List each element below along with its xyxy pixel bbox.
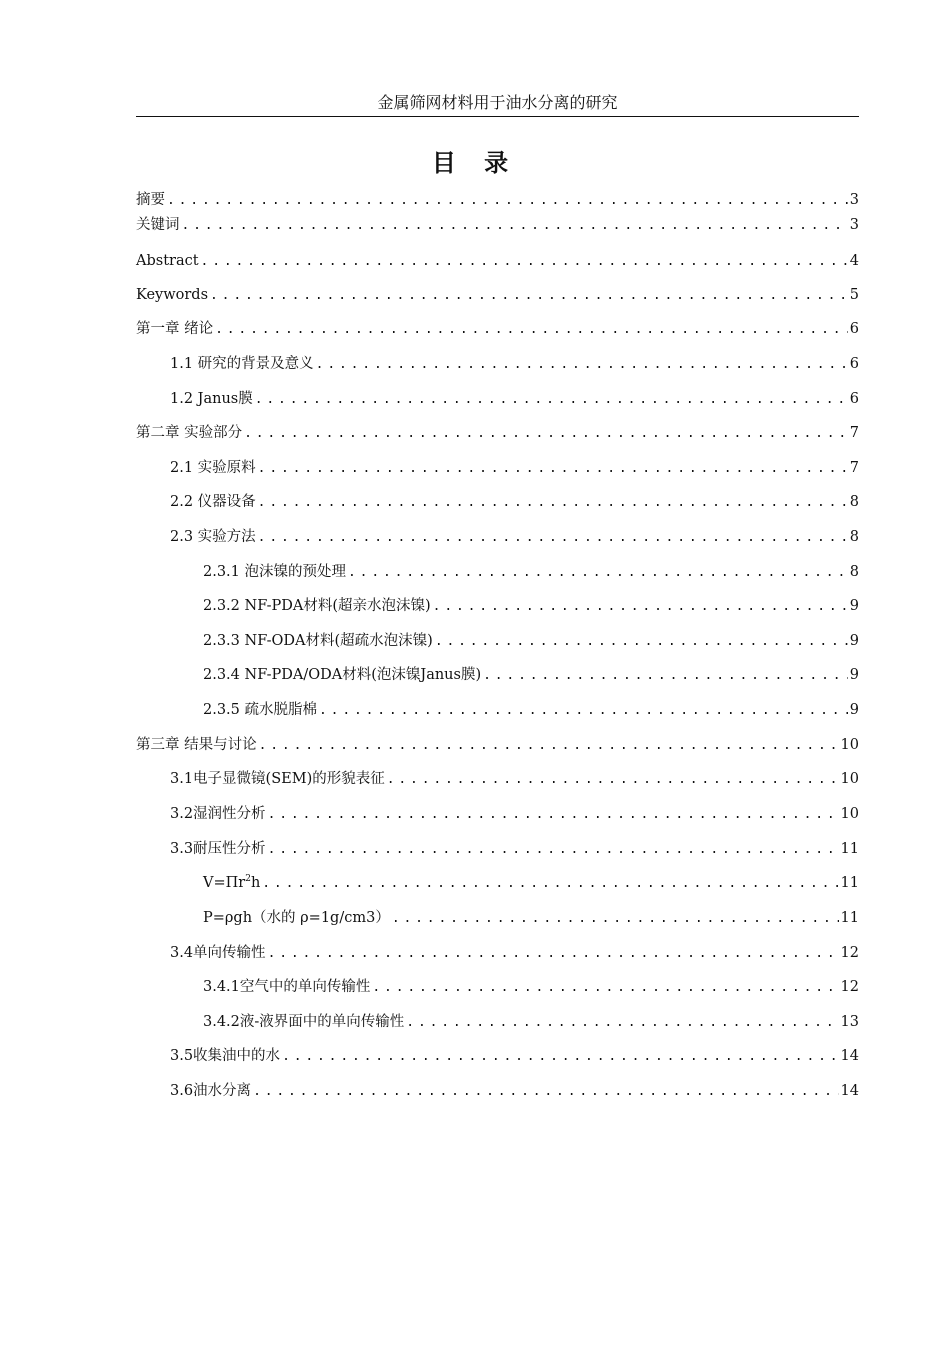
toc-entry-page: 8 (849, 564, 859, 580)
toc-entry-label: 摘要 (136, 192, 165, 208)
toc-entry[interactable] (136, 733, 859, 757)
dot-leader (182, 214, 848, 238)
dot-leader (316, 353, 848, 377)
toc-entry-label (203, 871, 260, 895)
toc-entry[interactable] (136, 560, 859, 584)
dot-leader (258, 491, 848, 515)
dot-leader (268, 803, 839, 827)
dot-leader (201, 250, 848, 274)
toc-entry[interactable] (136, 317, 859, 341)
toc-entry[interactable] (136, 188, 859, 212)
toc-entry[interactable] (136, 663, 859, 687)
toc-entry-label: 3.4单向传输性 (170, 945, 266, 961)
toc-entry[interactable] (136, 490, 859, 514)
toc-entry-page: 6 (849, 391, 859, 407)
toc-entry-page: 8 (849, 529, 859, 545)
toc-entry-page: 7 (849, 425, 859, 441)
toc-title: 目 录 (431, 149, 519, 177)
toc-entry[interactable] (136, 456, 859, 480)
dot-leader (348, 561, 848, 585)
toc-entry[interactable] (136, 1010, 859, 1034)
dot-leader (167, 189, 848, 213)
toc-entry[interactable] (136, 975, 859, 999)
toc-entry-page: 14 (840, 1083, 859, 1099)
toc-entry-label: 2.1 实验原料 (170, 460, 256, 476)
toc-entry[interactable] (136, 249, 859, 273)
toc-entry-page: 11 (840, 841, 859, 857)
toc-entry-page: 6 (849, 321, 859, 337)
formula-exponent: 2 (245, 874, 251, 885)
toc-entry-page: 3 (849, 192, 859, 208)
toc-entry-label: 第一章 绪论 (136, 321, 214, 337)
toc-entry-label: 2.3.2 NF-PDA材料(超亲水泡沫镍) (203, 598, 431, 614)
toc-entry[interactable] (136, 387, 859, 411)
toc-entry[interactable] (136, 837, 859, 861)
running-header: 金属筛网材料用于油水分离的研究 (136, 92, 859, 117)
toc-entry-label: 3.3耐压性分析 (170, 841, 266, 857)
dot-leader (268, 942, 839, 966)
toc-entry-page: 3 (849, 217, 859, 233)
dot-leader (387, 768, 839, 792)
toc-entry-label: 3.2湿润性分析 (170, 806, 266, 822)
dot-leader (372, 976, 838, 1000)
toc-entry-label: 2.3 实验方法 (170, 529, 256, 545)
dot-leader (268, 838, 839, 862)
toc-entry-label: Keywords (136, 287, 209, 303)
toc-entry[interactable] (136, 1044, 859, 1068)
toc-entry-label: 3.6油水分离 (170, 1083, 252, 1099)
toc-entry-label: 2.3.5 疏水脱脂棉 (203, 702, 318, 718)
toc-entry-label: 第二章 实验部分 (136, 425, 243, 441)
toc-entry-label: 2.3.3 NF-ODA材料(超疏水泡沫镍) (203, 633, 433, 649)
toc-entry-page: 5 (849, 287, 859, 303)
toc-entry-label: 关键词 (136, 217, 180, 233)
toc-entry-page: 9 (849, 702, 859, 718)
toc-entry-page: 11 (840, 910, 859, 926)
toc-entry[interactable] (136, 802, 859, 826)
dot-leader (258, 526, 848, 550)
dot-leader (406, 1011, 838, 1035)
toc-entry-label: 第三章 结果与讨论 (136, 737, 257, 753)
toc-entry-page: 8 (849, 494, 859, 510)
dot-leader (282, 1045, 838, 1069)
toc-entry-page: 7 (849, 460, 859, 476)
toc-entry-page: 9 (849, 598, 859, 614)
toc-entry-label: 3.4.2液-液界面中的单向传输性 (203, 1014, 405, 1030)
toc-entry[interactable] (136, 594, 859, 618)
toc-entry[interactable] (136, 525, 859, 549)
toc-entry[interactable] (136, 283, 859, 307)
toc-entry-label: 3.1电子显微镜(SEM)的形貌表征 (170, 771, 385, 787)
toc-entry[interactable] (136, 698, 859, 722)
toc-entry-label: 1.1 研究的背景及意义 (170, 356, 314, 372)
toc-entry-label: 2.3.1 泡沫镍的预处理 (203, 564, 347, 580)
toc-entry[interactable] (136, 352, 859, 376)
dot-leader (255, 388, 848, 412)
toc-entry[interactable] (136, 1079, 859, 1103)
toc-entry-page: 10 (840, 806, 859, 822)
toc-entry-page: 9 (849, 633, 859, 649)
formula-volume-tail: h (250, 875, 261, 891)
toc-entry[interactable] (136, 629, 859, 653)
toc-entry-page: 14 (840, 1048, 859, 1064)
toc-entry-page: 12 (840, 945, 859, 961)
toc-entry[interactable] (136, 421, 859, 445)
toc-entry-page: 12 (840, 979, 859, 995)
toc-entry-page: 4 (849, 253, 859, 269)
dot-leader (262, 872, 838, 896)
dot-leader (392, 907, 839, 931)
toc-entry-label: Abstract (136, 253, 199, 269)
toc-entry-page: 9 (849, 667, 859, 683)
dot-leader (435, 630, 848, 654)
formula-volume: V=Πr (203, 875, 246, 891)
toc-entry[interactable] (136, 906, 859, 930)
dot-leader (253, 1080, 838, 1104)
toc-entry-page: 13 (840, 1014, 859, 1030)
toc-entry-page: 11 (840, 875, 859, 891)
dot-leader (215, 318, 848, 342)
dot-leader (210, 284, 848, 308)
dot-leader (259, 734, 839, 758)
toc-entry-label: 3.5收集油中的水 (170, 1048, 281, 1064)
toc-entry[interactable] (136, 871, 859, 895)
toc-entry[interactable] (136, 767, 859, 791)
dot-leader (244, 422, 848, 446)
dot-leader (258, 457, 848, 481)
toc-entry[interactable] (136, 941, 859, 965)
toc-entry-label: 2.3.4 NF-PDA/ODA材料(泡沫镍Janus膜) (203, 667, 482, 683)
toc-entry-label: 2.2 仪器设备 (170, 494, 256, 510)
dot-leader (433, 595, 848, 619)
toc-entry-page: 10 (840, 737, 859, 753)
toc-entry-label: 3.4.1空气中的单向传输性 (203, 979, 371, 995)
toc-entry-label: 1.2 Janus膜 (170, 391, 253, 407)
dot-leader (483, 664, 848, 688)
dot-leader (319, 699, 848, 723)
toc-entry-page: 6 (849, 356, 859, 372)
toc-entry-page: 10 (840, 771, 859, 787)
toc-entry[interactable] (136, 213, 859, 237)
toc-entry-label: P=ρgh（水的 ρ=1g/cm3） (203, 910, 390, 926)
